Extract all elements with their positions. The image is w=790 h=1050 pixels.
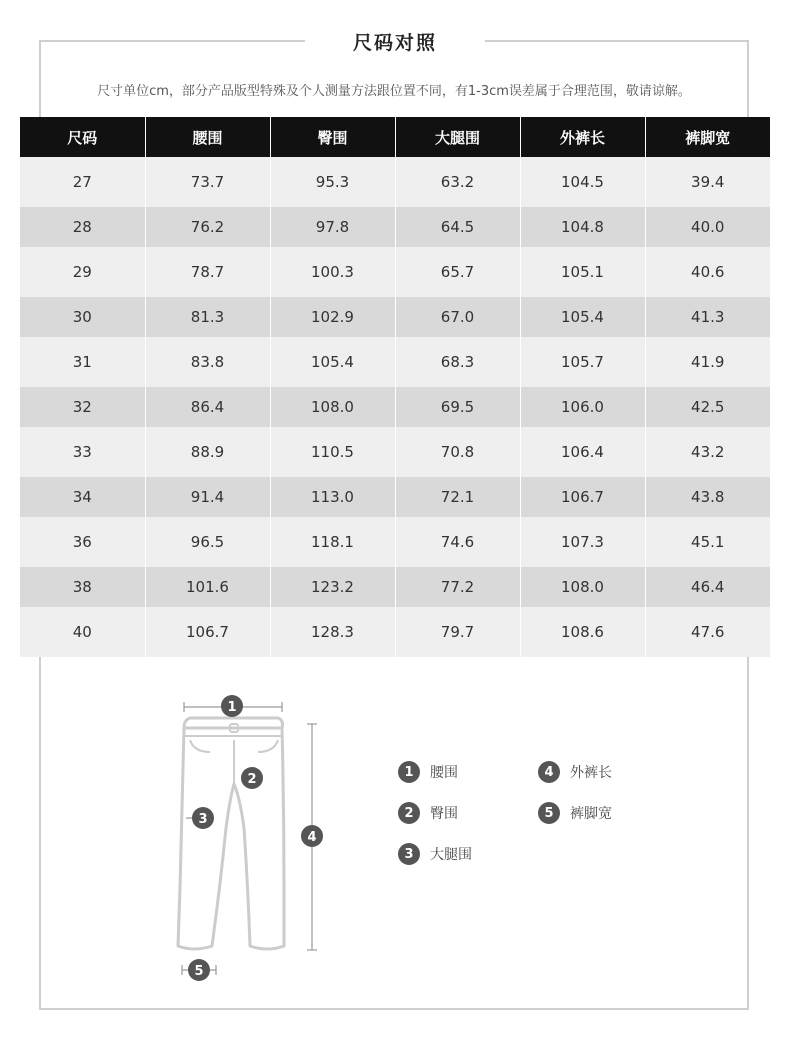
cell-hem-width: 45.1 xyxy=(645,517,770,567)
cell-hem-width: 46.4 xyxy=(645,567,770,607)
table-row xyxy=(20,207,770,247)
cell-waist: 81.3 xyxy=(145,297,270,337)
svg-text:1: 1 xyxy=(227,700,237,715)
cell-size: 30 xyxy=(20,297,145,337)
legend-label: 外裤长 xyxy=(570,765,612,781)
cell-size: 38 xyxy=(20,567,145,607)
cell-hem-width: 47.6 xyxy=(645,607,770,657)
table-row xyxy=(20,517,770,567)
legend-number: 1 xyxy=(398,761,420,783)
legend-item-hem-width xyxy=(538,802,612,824)
table-row xyxy=(20,567,770,607)
table-row xyxy=(20,387,770,427)
cell-size: 28 xyxy=(20,207,145,247)
cell-hem-width: 39.4 xyxy=(645,157,770,207)
measurement-note: 尺寸单位cm，部分产品版型特殊及个人测量方法跟位置不同，有1-3cm误差属于合理范围，敬请谅解。 xyxy=(97,84,691,99)
legend-number: 3 xyxy=(398,843,420,865)
cell-outseam: 105.7 xyxy=(520,337,645,387)
svg-text:2: 2 xyxy=(247,772,257,787)
legend-item-thigh xyxy=(398,843,472,865)
cell-hip: 95.3 xyxy=(270,157,395,207)
cell-outseam: 105.4 xyxy=(520,297,645,337)
marker-thigh xyxy=(192,807,214,829)
header-outseam: 外裤长 xyxy=(520,117,645,157)
cell-hip: 108.0 xyxy=(270,387,395,427)
cell-waist: 76.2 xyxy=(145,207,270,247)
legend-number: 5 xyxy=(538,802,560,824)
cell-outseam: 108.6 xyxy=(520,607,645,657)
cell-outseam: 104.5 xyxy=(520,157,645,207)
cell-outseam: 104.8 xyxy=(520,207,645,247)
cell-size: 27 xyxy=(20,157,145,207)
legend-item-outseam xyxy=(538,761,612,783)
cell-hem-width: 43.8 xyxy=(645,477,770,517)
table-body xyxy=(20,157,770,657)
cell-thigh: 68.3 xyxy=(395,337,520,387)
cell-outseam: 106.4 xyxy=(520,427,645,477)
cell-hem-width: 40.0 xyxy=(645,207,770,247)
cell-thigh: 77.2 xyxy=(395,567,520,607)
legend-label: 臀围 xyxy=(430,806,458,822)
cell-hem-width: 42.5 xyxy=(645,387,770,427)
cell-thigh: 70.8 xyxy=(395,427,520,477)
cell-waist: 101.6 xyxy=(145,567,270,607)
legend-item-hip xyxy=(398,802,458,824)
cell-hip: 113.0 xyxy=(270,477,395,517)
cell-thigh: 79.7 xyxy=(395,607,520,657)
svg-text:5: 5 xyxy=(194,964,204,979)
cell-waist: 96.5 xyxy=(145,517,270,567)
legend-label: 裤脚宽 xyxy=(570,806,612,822)
cell-size: 33 xyxy=(20,427,145,477)
legend-number: 4 xyxy=(538,761,560,783)
cell-hip: 128.3 xyxy=(270,607,395,657)
cell-hip: 110.5 xyxy=(270,427,395,477)
table-row xyxy=(20,337,770,387)
cell-hip: 118.1 xyxy=(270,517,395,567)
cell-outseam: 107.3 xyxy=(520,517,645,567)
header-hip: 臀围 xyxy=(270,117,395,157)
marker-hem xyxy=(188,959,210,981)
cell-outseam: 106.7 xyxy=(520,477,645,517)
cell-thigh: 63.2 xyxy=(395,157,520,207)
cell-size: 36 xyxy=(20,517,145,567)
cell-waist: 88.9 xyxy=(145,427,270,477)
cell-hem-width: 40.6 xyxy=(645,247,770,297)
cell-hip: 97.8 xyxy=(270,207,395,247)
svg-text:4: 4 xyxy=(307,830,317,845)
legend-number: 2 xyxy=(398,802,420,824)
table-row xyxy=(20,157,770,207)
cell-hem-width: 41.9 xyxy=(645,337,770,387)
legend-label: 大腿围 xyxy=(430,847,472,863)
header-thigh: 大腿围 xyxy=(395,117,520,157)
cell-hip: 123.2 xyxy=(270,567,395,607)
cell-outseam: 106.0 xyxy=(520,387,645,427)
header-size: 尺码 xyxy=(20,117,145,157)
cell-thigh: 64.5 xyxy=(395,207,520,247)
cell-thigh: 65.7 xyxy=(395,247,520,297)
table-row xyxy=(20,607,770,657)
table-row xyxy=(20,247,770,297)
cell-size: 29 xyxy=(20,247,145,297)
svg-text:3: 3 xyxy=(198,812,208,827)
cell-waist: 86.4 xyxy=(145,387,270,427)
marker-outseam xyxy=(301,825,323,847)
cell-waist: 106.7 xyxy=(145,607,270,657)
cell-waist: 78.7 xyxy=(145,247,270,297)
cell-hip: 100.3 xyxy=(270,247,395,297)
cell-hip: 102.9 xyxy=(270,297,395,337)
page-title: 尺码对照 xyxy=(352,32,437,54)
size-table xyxy=(20,117,770,657)
cell-outseam: 105.1 xyxy=(520,247,645,297)
cell-size: 34 xyxy=(20,477,145,517)
pants-outline-icon xyxy=(178,718,284,949)
cell-thigh: 72.1 xyxy=(395,477,520,517)
cell-hem-width: 43.2 xyxy=(645,427,770,477)
cell-size: 32 xyxy=(20,387,145,427)
header-hem-width: 裤脚宽 xyxy=(645,117,770,157)
cell-size: 40 xyxy=(20,607,145,657)
cell-size: 31 xyxy=(20,337,145,387)
cell-waist: 73.7 xyxy=(145,157,270,207)
table-header-row xyxy=(20,117,770,157)
legend-label: 腰围 xyxy=(430,765,458,781)
cell-hem-width: 41.3 xyxy=(645,297,770,337)
marker-waist xyxy=(221,695,243,717)
cell-thigh: 67.0 xyxy=(395,297,520,337)
cell-waist: 83.8 xyxy=(145,337,270,387)
cell-thigh: 74.6 xyxy=(395,517,520,567)
header-waist: 腰围 xyxy=(145,117,270,157)
pants-diagram xyxy=(160,688,340,988)
table-row xyxy=(20,297,770,337)
table-row xyxy=(20,477,770,517)
table-row xyxy=(20,427,770,477)
cell-outseam: 108.0 xyxy=(520,567,645,607)
cell-hip: 105.4 xyxy=(270,337,395,387)
marker-hip xyxy=(241,767,263,789)
cell-waist: 91.4 xyxy=(145,477,270,517)
legend-item-waist xyxy=(398,761,458,783)
cell-thigh: 69.5 xyxy=(395,387,520,427)
